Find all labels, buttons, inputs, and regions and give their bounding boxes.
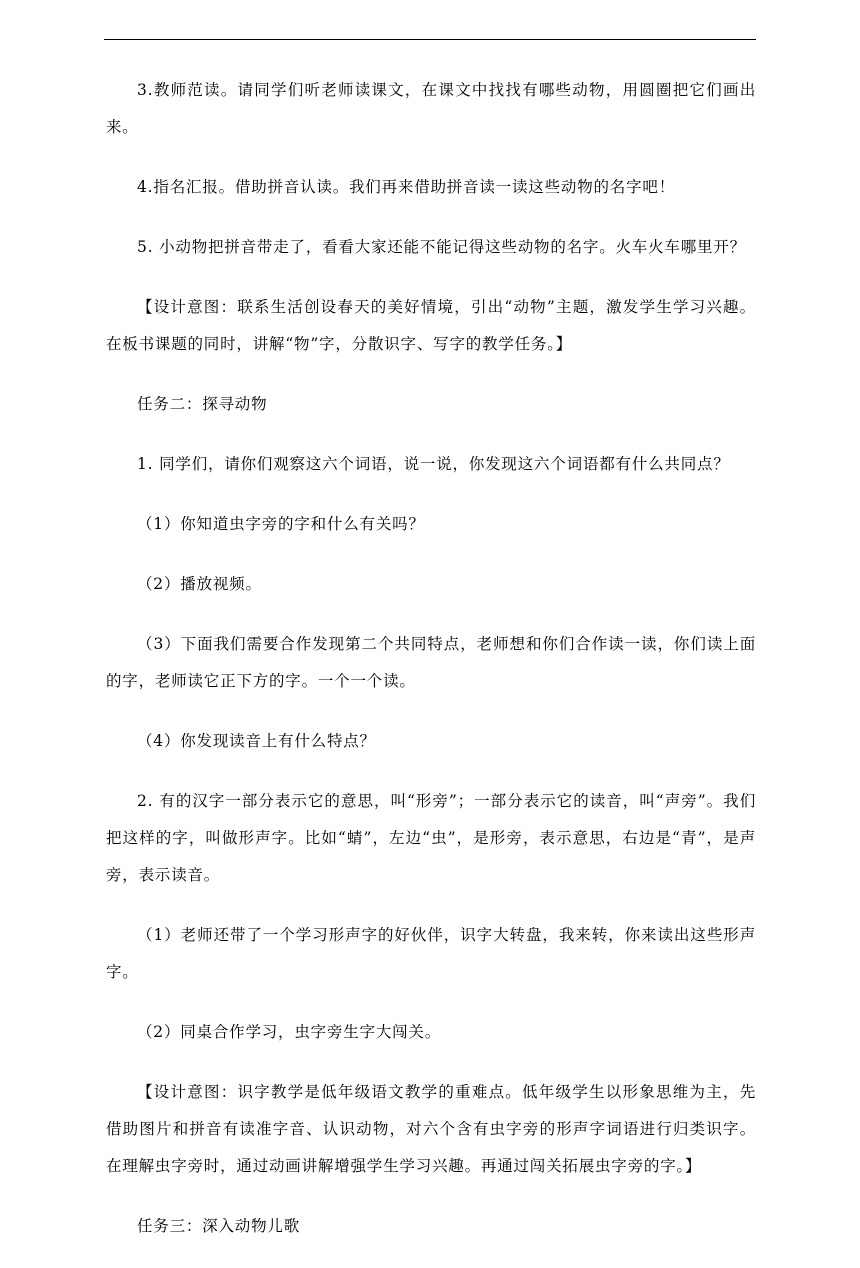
paragraph-task2-1-sub1: （1）你知道虫字旁的字和什么有关吗？ (137, 515, 425, 533)
paragraph-task2-1-sub2: （2）播放视频。 (137, 575, 262, 593)
task-three-heading: 任务三：深入动物儿歌 (137, 1217, 301, 1235)
paragraph-task2-1-sub3: （3）下面我们需要合作发现第二个共同特点，老师想和你们合作读一读，你们读上面的字，老师读它正下方的字。一个一个读。 (106, 635, 756, 690)
task-two-heading: 任务二：探寻动物 (137, 395, 268, 413)
paragraph-task2-2-sub1: （1）老师还带了一个学习形声字的好伙伴，识字大转盘，我来转，你来读出这些形声字。 (106, 926, 756, 981)
paragraph-task2-1: 1. 同学们，请你们观察这六个词语，说一说，你发现这六个词语都有什么共同点？ (137, 455, 730, 473)
paragraph-step-4: 4.指名汇报。借助拼音认读。我们再来借助拼音读一读这些动物的名字吧！ (137, 178, 675, 196)
paragraph-task2-2: 2. 有的汉字一部分表示它的意思，叫“形旁”；一部分表示它的读音，叫“声旁”。我们把这样的字，叫做形声字。比如“蜻”，左边“虫”，是形旁，表示意思，右边是“青”，是声旁，表示读音。 (106, 792, 756, 884)
paragraph-task2-1-sub4: （4）你发现读音上有什么特点？ (137, 732, 376, 750)
paragraph-task2-2-sub2: （2）同桌合作学习，虫字旁生字大闯关。 (137, 1023, 442, 1041)
design-intent-2: 【设计意图：识字教学是低年级语文教学的重难点。低年级学生以形象思维为主，先借助图片和拼音有读准字音、认识动物，对六个含有虫字旁的形声字词语进行归类识字。在理解虫字旁时，通过动画讲解增强学生学习兴趣。再通过闯关拓展虫字旁的字。】 (106, 1083, 756, 1175)
design-intent-1: 【设计意图：联系生活创设春天的美好情境，引出“动物”主题，激发学生学习兴趣。在板书课题的同时，讲解“物”字，分散识字、写字的教学任务。】 (106, 298, 756, 353)
document-body (106, 72, 756, 1268)
paragraph-step-3: 3.教师范读。请同学们听老师读课文，在课文中找找有哪些动物，用圆圈把它们画出来。 (106, 81, 756, 136)
paragraph-step-5: 5. 小动物把拼音带走了，看看大家还能不能记得这些动物的名字。火车火车哪里开？ (137, 238, 746, 256)
header-rule (104, 39, 756, 40)
